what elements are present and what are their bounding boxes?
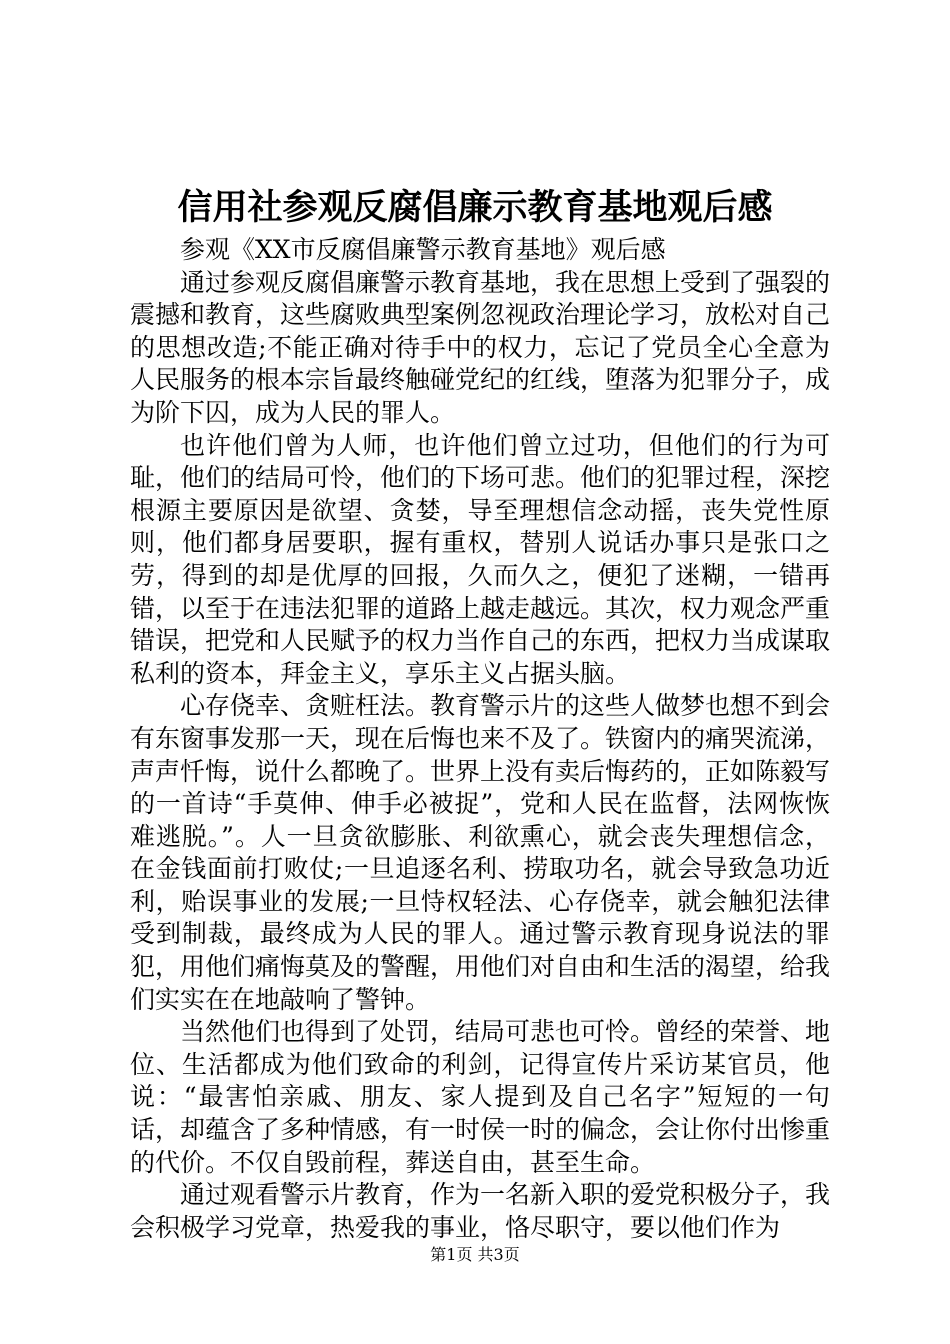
body-paragraph: 当然他们也得到了处罚，结局可悲也可怜。曾经的荣誉、地位、生活都成为他们致命的利剑，记得宣传片采访某官员，他说：“最害怕亲戚、朋友、家人提到及自己名字”短短的一句话，却蕴含了多种情感，有一时侯一时的偏念，会让你付出惨重的代价。不仅自毁前程，葬送自由，甚至生命。 [130, 1017, 831, 1177]
body-paragraph: 也许他们曾为人师，也许他们曾立过功，但他们的行为可耻，他们的结局可怜，他们的下场可悲。他们的犯罪过程，深挖根源主要原因是欲望、贪婪，导至理想信念动摇，丧失党性原则，他们都身居要职，握有重权，替别人说话办事只是张口之劳，得到的却是优厚的回报，久而久之，便犯了迷糊，一错再错，以至于在违法犯罪的道路上越走越远。其次，权力观念严重错误，把党和人民赋予的权力当作自己的东西，把权力当成谋取私利的资本，拜金主义，享乐主义占据头脑。 [130, 430, 831, 688]
page-footer [0, 1243, 950, 1267]
body-paragraph: 心存侥幸、贪赃枉法。教育警示片的这些人做梦也想不到会有东窗事发那一天，现在后悔也来不及了。铁窗内的痛哭流涕，声声忏悔，说什么都晚了。世界上没有卖后悔药的，正如陈毅写的一首诗“手莫伸、伸手必被捉”，党和人民在监督，法网恢恢难逃脱。”。人一旦贪欲膨胀、利欲熏心，就会丧失理想信念，在金钱面前打败仗;一旦追逐名利、捞取功名，就会导致急功近利，贻误事业的发展;一旦恃权轻法、心存侥幸，就会触犯法律受到制裁，最终成为人民的罪人。通过警示教育现身说法的罪犯，用他们痛悔莫及的警醒，用他们对自由和生活的渴望，给我们实实在在地敲响了警钟。 [130, 691, 831, 1014]
page-indicator: 第1页 共3页 [430, 1245, 520, 1264]
document-title: 信用社参观反腐倡廉示教育基地观后感 [177, 187, 773, 228]
body-paragraph: 通过参观反腐倡廉警示教育基地，我在思想上受到了强裂的震撼和教育，这些腐败典型案例忽视政治理论学习，放松对自己的思想改造;不能正确对待手中的权力，忘记了党员全心全意为人民服务的根本宗旨最终触碰党纪的红线，堕落为犯罪分子，成为阶下囚，成为人民的罪人。 [130, 267, 831, 427]
document-body [130, 234, 830, 1244]
subtitle-paragraph: 参观《XX市反腐倡廉警示教育基地》观后感 [180, 235, 666, 264]
body-paragraph: 通过观看警示片教育，作为一名新入职的爱党积极分子，我会积极学习党章，热爱我的事业，恪尽职守，要以他们作为 [130, 1180, 831, 1242]
